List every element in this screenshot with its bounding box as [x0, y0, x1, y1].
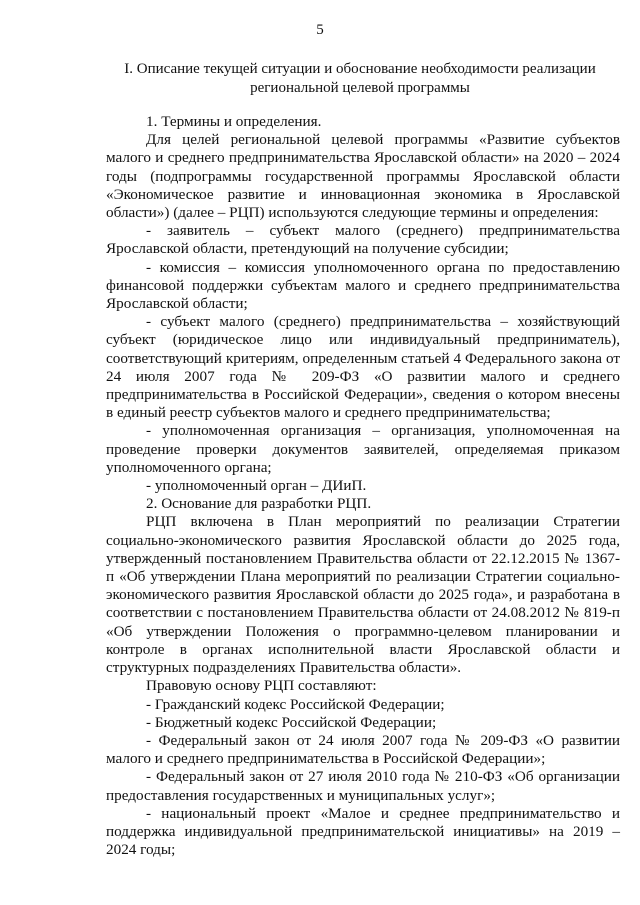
paragraph-basis-heading: 2. Основание для разработки РЦП. — [146, 495, 372, 513]
document-body — [106, 113, 620, 859]
paragraph-plan-inclusion: РЦП включена в План мероприятий по реализации Стратегии социально-экономического развития Ярославской области до 2025 года, утвержденный постановлением Правительства области от 22.12.2015 № 1367-п «Об утверждении Плана мероприятий по реализации Стратегии социально-экономического развития Ярославской области до 2025 года», и разработана в соответствии с постановлением Правительства области от 24.08.2012 № 819-п «Об утверждении Положения о программно-целевом планировании и контроле в органах исполнительной власти Ярославской области и структурных подразделениях Правительства области». — [106, 513, 620, 677]
paragraph-authorized-organization: - уполномоченная организация – организация, уполномоченная на проведение проверки документов заявителей, определяемая приказом уполномоченного органа; — [106, 422, 620, 476]
paragraph-sme-subject: - субъект малого (среднего) предпринимательства – хозяйствующий субъект (юридическое лицо или индивидуальный предприниматель), соответствующий критериям, определенным статьей 4 Федерального закона от 24 июля 2007 года № 209-ФЗ «О развитии малого и среднего предпринимательства в Российской Федерации», сведения о котором внесены в единый реестр субъектов малого и среднего предпринимательства; — [106, 313, 620, 422]
paragraph-federal-law-210: - Федеральный закон от 27 июля 2010 года № 210-ФЗ «Об организации предоставления государственных и муниципальных услуг»; — [106, 768, 620, 804]
section-heading — [100, 60, 620, 97]
paragraph-terms-heading: 1. Термины и определения. — [146, 113, 322, 130]
paragraph-purpose: Для целей региональной целевой программы «Развитие субъектов малого и среднего предпринимательства Ярославской области» на 2020 – 2024 годы (подпрограммы государственной программы Ярославской области «Экономическое развитие и инновационная экономика в Ярославской области») (далее – РЦП) используются следующие термины и определения: — [106, 131, 620, 222]
paragraph-budget-code: - Бюджетный кодекс Российской Федерации; — [146, 713, 437, 731]
page-number: 5 — [316, 22, 324, 38]
section-heading-line-2: региональной целевой программы — [250, 79, 470, 96]
paragraph-applicant: - заявитель – субъект малого (среднего) предпринимательства Ярославской области, претендующий на получение субсидии; — [106, 222, 620, 258]
section-heading-line-1: I. Описание текущей ситуации и обоснование необходимости реализации — [124, 61, 596, 77]
paragraph-legal-basis: Правовую основу РЦП составляют: — [146, 677, 377, 695]
paragraph-national-project: - национальный проект «Малое и среднее предпринимательство и поддержка индивидуальной предпринимательской инициативы» на 2019 – 2024 годы; — [106, 804, 620, 859]
paragraph-civil-code: - Гражданский кодекс Российской Федерации; — [146, 695, 445, 713]
paragraph-authorized-body: - уполномоченный орган – ДИиП. — [146, 477, 367, 495]
paragraph-federal-law-209: - Федеральный закон от 24 июля 2007 года № 209-ФЗ «О развитии малого и среднего предпринимательства в Российской Федерации»; — [106, 731, 620, 768]
paragraph-commission: - комиссия – комиссия уполномоченного органа по предоставлению финансовой поддержки субъектам малого и среднего предпринимательства Ярославской области; — [106, 258, 620, 313]
